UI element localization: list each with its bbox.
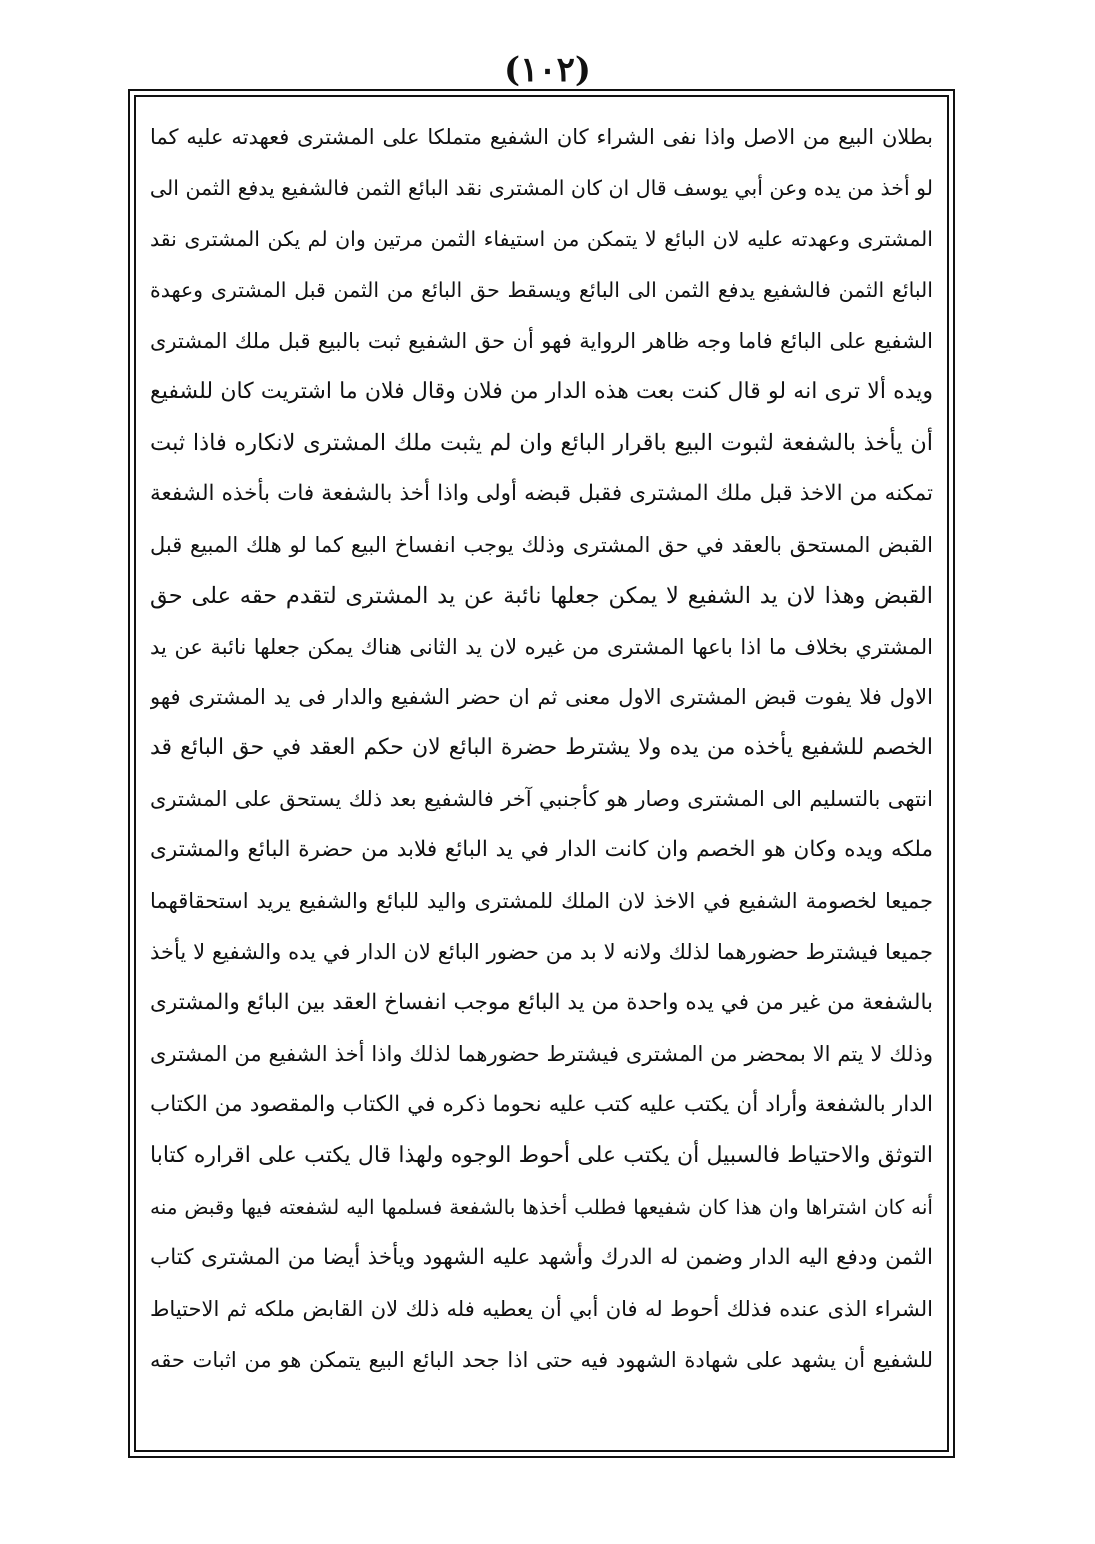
text-line: البائع الثمن فالشفيع يدفع الثمن الى البائع ويسقط حق البائع من الثمن قبل المشترى وعهدة — [150, 277, 933, 302]
text-body — [150, 112, 933, 1437]
text-line: القبض وهذا لان يد الشفيع لا يمكن جعلها نائبة عن يد المشترى لتقدم حقه على حق — [150, 582, 933, 609]
text-line: أنه كان اشتراها وان هذا كان شفيعها فطلب أخذها بالشفعة فسلمها اليه لشفعته فيها وقبض منه — [150, 1195, 933, 1220]
page-number: (١٠٢) — [504, 50, 591, 90]
text-line: الشراء الذى عنده فذلك أحوط له فان أبي أن يعطيه فله ذلك لان القابض ملكه ثم الاحتياط — [150, 1296, 933, 1321]
text-line: لو أخذ من يده وعن أبي يوسف قال ان كان المشترى نقد البائع الثمن فالشفيع يدفع الثمن الى — [150, 175, 933, 200]
text-line: الخصم للشفيع يأخذه من يده ولا يشترط حضرة البائع لان حكم العقد في حق البائع قد — [150, 735, 933, 761]
text-line: أن يأخذ بالشفعة لثبوت البيع باقرار البائع وان لم يثبت ملك المشترى لانكاره فاذا ثبت — [150, 429, 933, 456]
text-line: الاول فلا يفوت قبض المشترى الاول معنى ثم ان حضر الشفيع والدار فى يد المشترى فهو — [150, 685, 933, 710]
text-line: الدار بالشفعة وأراد أن يكتب عليه كتب عليه نحوما ذكره في الكتاب والمقصود من الكتاب — [150, 1092, 933, 1118]
text-line: وذلك لا يتم الا بمحضر من المشترى فيشترط حضورهما لذلك واذا أخذ الشفيع من المشترى — [150, 1042, 933, 1067]
text-line: الثمن ودفع اليه الدار وضمن له الدرك وأشهد عليه الشهود ويأخذ أيضا من المشترى كتاب — [150, 1244, 933, 1270]
text-line: جميعا لخصومة الشفيع في الاخذ لان الملك للمشترى واليد للبائع والشفيع يريد استحقاقهما — [150, 889, 933, 914]
text-line: تمكنه من الاخذ قبل ملك المشترى فقبل قبضه أولى واذا أخذ بالشفعة فات بأخذه الشفعة — [150, 480, 933, 506]
text-line: للشفيع أن يشهد على شهادة الشهود فيه حتى اذا جحد البائع البيع يتمكن هو من اثبات حقه — [150, 1347, 933, 1372]
text-line: بالشفعة من غير من في يده واحدة من يد البائع موجب انفساخ العقد بين البائع والمشترى — [150, 990, 933, 1016]
text-line: ويده ألا ترى انه لو قال كنت بعت هذه الدار من فلان وقال فلان ما اشتريت كان للشفيع — [150, 378, 933, 404]
text-line: الشفيع على البائع فاما وجه ظاهر الرواية فهو أن حق الشفيع ثبت بالبيع قبل ملك المشترى — [150, 328, 933, 353]
text-line: المشتري بخلاف ما اذا باعها المشترى من غيره لان يد الثانى هناك يمكن جعلها نائبة عن يد — [150, 634, 933, 659]
text-line: القبض المستحق بالعقد في حق المشترى وذلك يوجب انفساخ البيع كما لو هلك المبيع قبل — [150, 532, 933, 557]
text-line: انتهى بالتسليم الى المشترى وصار هو كأجنبي آخر فالشفيع بعد ذلك يستحق على المشترى — [150, 787, 933, 812]
text-line: ملكه ويده وكان هو الخصم وان كانت الدار في يد البائع فلابد من حضرة البائع والمشترى — [150, 837, 933, 863]
text-line: جميعا فيشترط حضورهما لذلك ولانه لا بد من حضور البائع لان الدار في يده والشفيع لا يأخذ — [150, 940, 933, 965]
text-line: المشترى وعهدته عليه لان البائع لا يتمكن من استيفاء الثمن مرتين وان لم يكن المشترى نقد — [150, 226, 933, 251]
text-line: التوثق والاحتياط فالسبيل أن يكتب على أحوط الوجوه ولهذا قال يكتب على اقراره كتابا — [150, 1143, 933, 1169]
text-line: بطلان البيع من الاصل واذا نفى الشراء كان الشفيع متملكا على المشترى فعهدته عليه كما — [150, 125, 933, 149]
